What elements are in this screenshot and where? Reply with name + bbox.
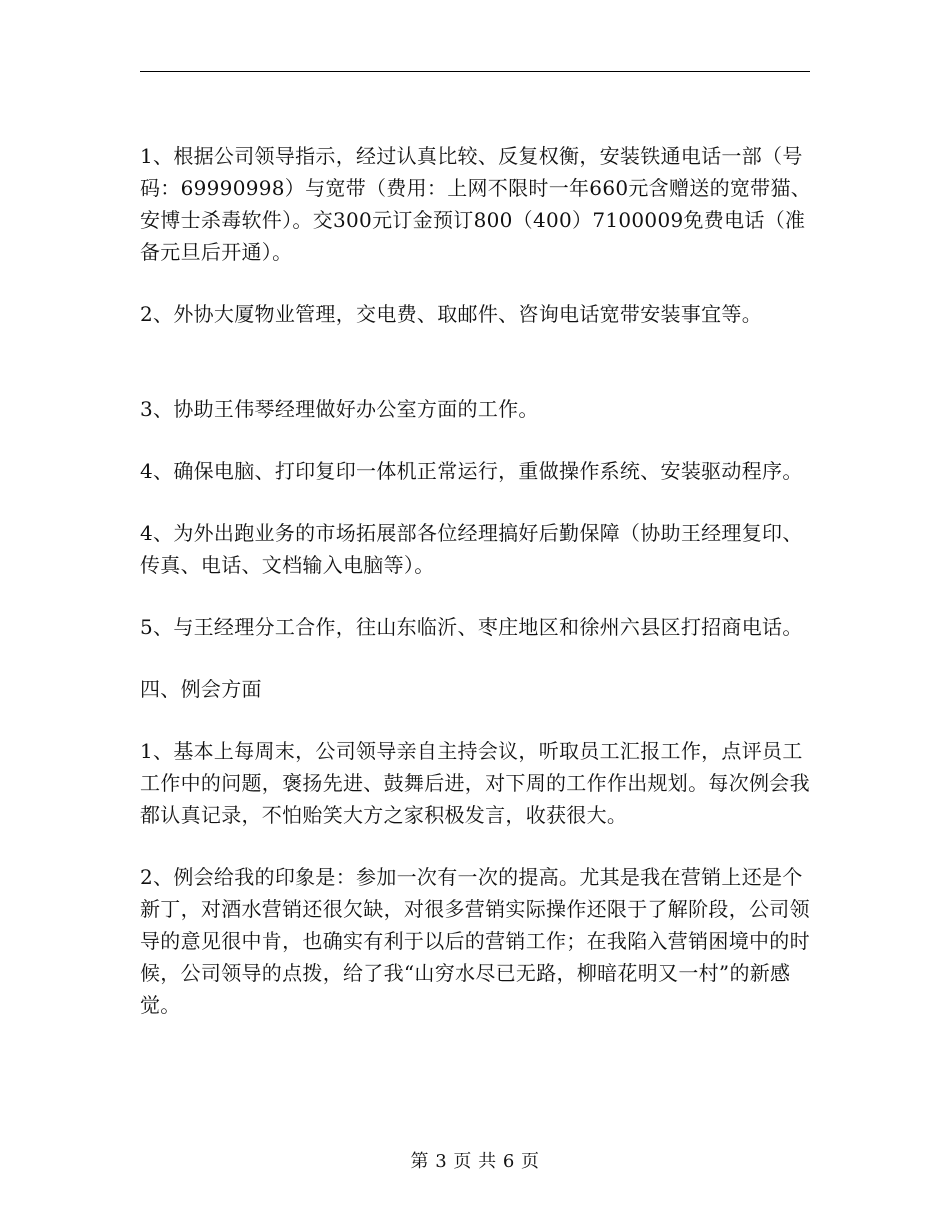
- header-rule: [140, 71, 810, 72]
- paragraph-item-3: 3、协助王伟琴经理做好办公室方面的工作。: [140, 397, 539, 421]
- paragraph-item-2: 2、外协大厦物业管理，交电费、取邮件、咨询电话宽带安装事宜等。: [140, 302, 763, 326]
- paragraph-item-8: 2、例会给我的印象是：参加一次有一次的提高。尤其是我在营销上还是个新丁，对酒水营销还很欠缺，对很多营销实际操作还限于了解阶段，公司领导的意见很中肯，也确实有利于以后的营销工作；在我陷入营销困境中的时候，公司领导的点拨，给了我“山穷水尽已无路，柳暗花明又一村”的新感觉。: [140, 865, 810, 1017]
- paragraph-item-1: 1、根据公司领导指示，经过认真比较、反复权衡，安装铁通电话一部（号码：69990998）与宽带（费用：上网不限时一年660元含赠送的宽带猫、安博士杀毒软件）。交300元订金预订800（400）7100009免费电话（准备元旦后开通）。: [140, 144, 812, 264]
- paragraph-item-7: 1、基本上每周末，公司领导亲自主持会议，听取员工汇报工作，点评员工工作中的问题，褒扬先进、鼓舞后进，对下周的工作作出规划。每次例会我都认真记录，不怕贻笑大方之家积极发言，收获很大。: [140, 739, 810, 827]
- page-number-footer: 第 3 页 共 6 页: [410, 1151, 540, 1172]
- paragraph-item-5: 4、为外出跑业务的市场拓展部各位经理搞好后勤保障（协助王经理复印、传真、电话、文档输入电脑等）。: [140, 521, 803, 577]
- paragraph-item-4: 4、确保电脑、打印复印一体机正常运行，重做操作系统、安装驱动程序。: [140, 459, 803, 483]
- paragraph-item-6: 5、与王经理分工合作，往山东临沂、枣庄地区和徐州六县区打招商电话。: [140, 615, 803, 639]
- section-heading: 四、例会方面: [140, 677, 262, 701]
- document-body: [140, 140, 812, 1021]
